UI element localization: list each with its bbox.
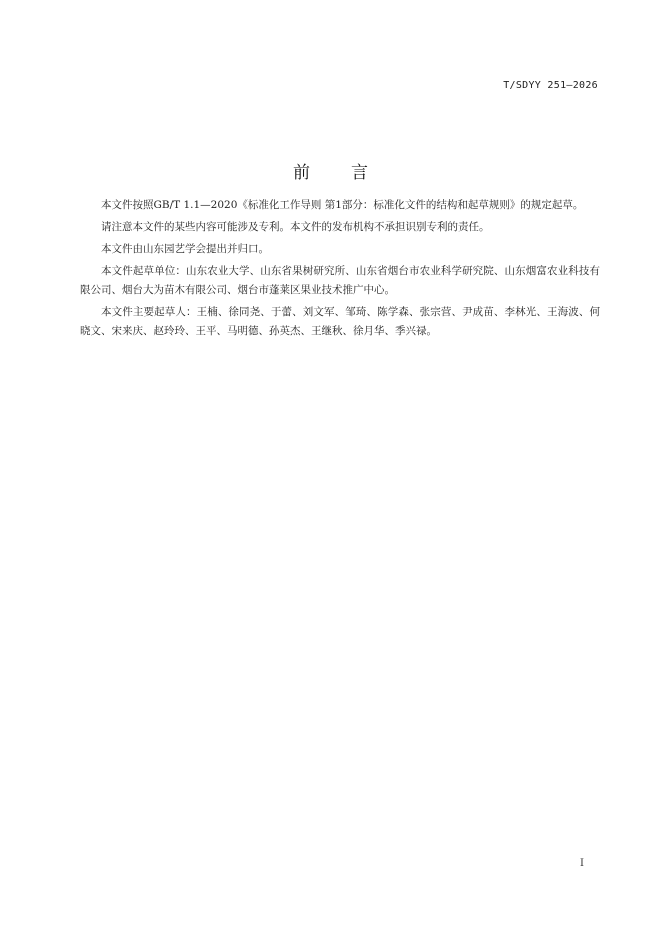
title-char-2: 言: [351, 163, 369, 183]
page-number: I: [580, 858, 584, 869]
title-char-1: 前: [293, 163, 311, 183]
page-title: [0, 158, 662, 183]
paragraph-drafting-rules: 本文件按照GB/T 1.1—2020《标准化工作导则 第1部分：标准化文件的结构和起草规则》的规定起草。: [101, 199, 584, 211]
paragraph-patent-notice: 请注意本文件的某些内容可能涉及专利。本文件的发布机构不承担识别专利的责任。: [101, 221, 490, 233]
standard-code: T/SDYY 251—2026: [503, 80, 598, 91]
foreword-body: [80, 196, 600, 344]
paragraph-proposer: 本文件由山东园艺学会提出并归口。: [101, 243, 269, 255]
paragraph-drafters: 本文件主要起草人：王楠、徐同尧、于蕾、刘文军、邹琦、陈学森、张宗营、尹成苗、李林光、王海波、何晓文、宋来庆、赵玲玲、王平、马明德、孙英杰、王继秋、徐月华、季兴禄。: [80, 306, 600, 337]
paragraph-drafting-units: 本文件起草单位：山东农业大学、山东省果树研究所、山东省烟台市农业科学研究院、山东烟富农业科技有限公司、烟台大为苗木有限公司、烟台市蓬莱区果业技术推广中心。: [80, 265, 600, 296]
